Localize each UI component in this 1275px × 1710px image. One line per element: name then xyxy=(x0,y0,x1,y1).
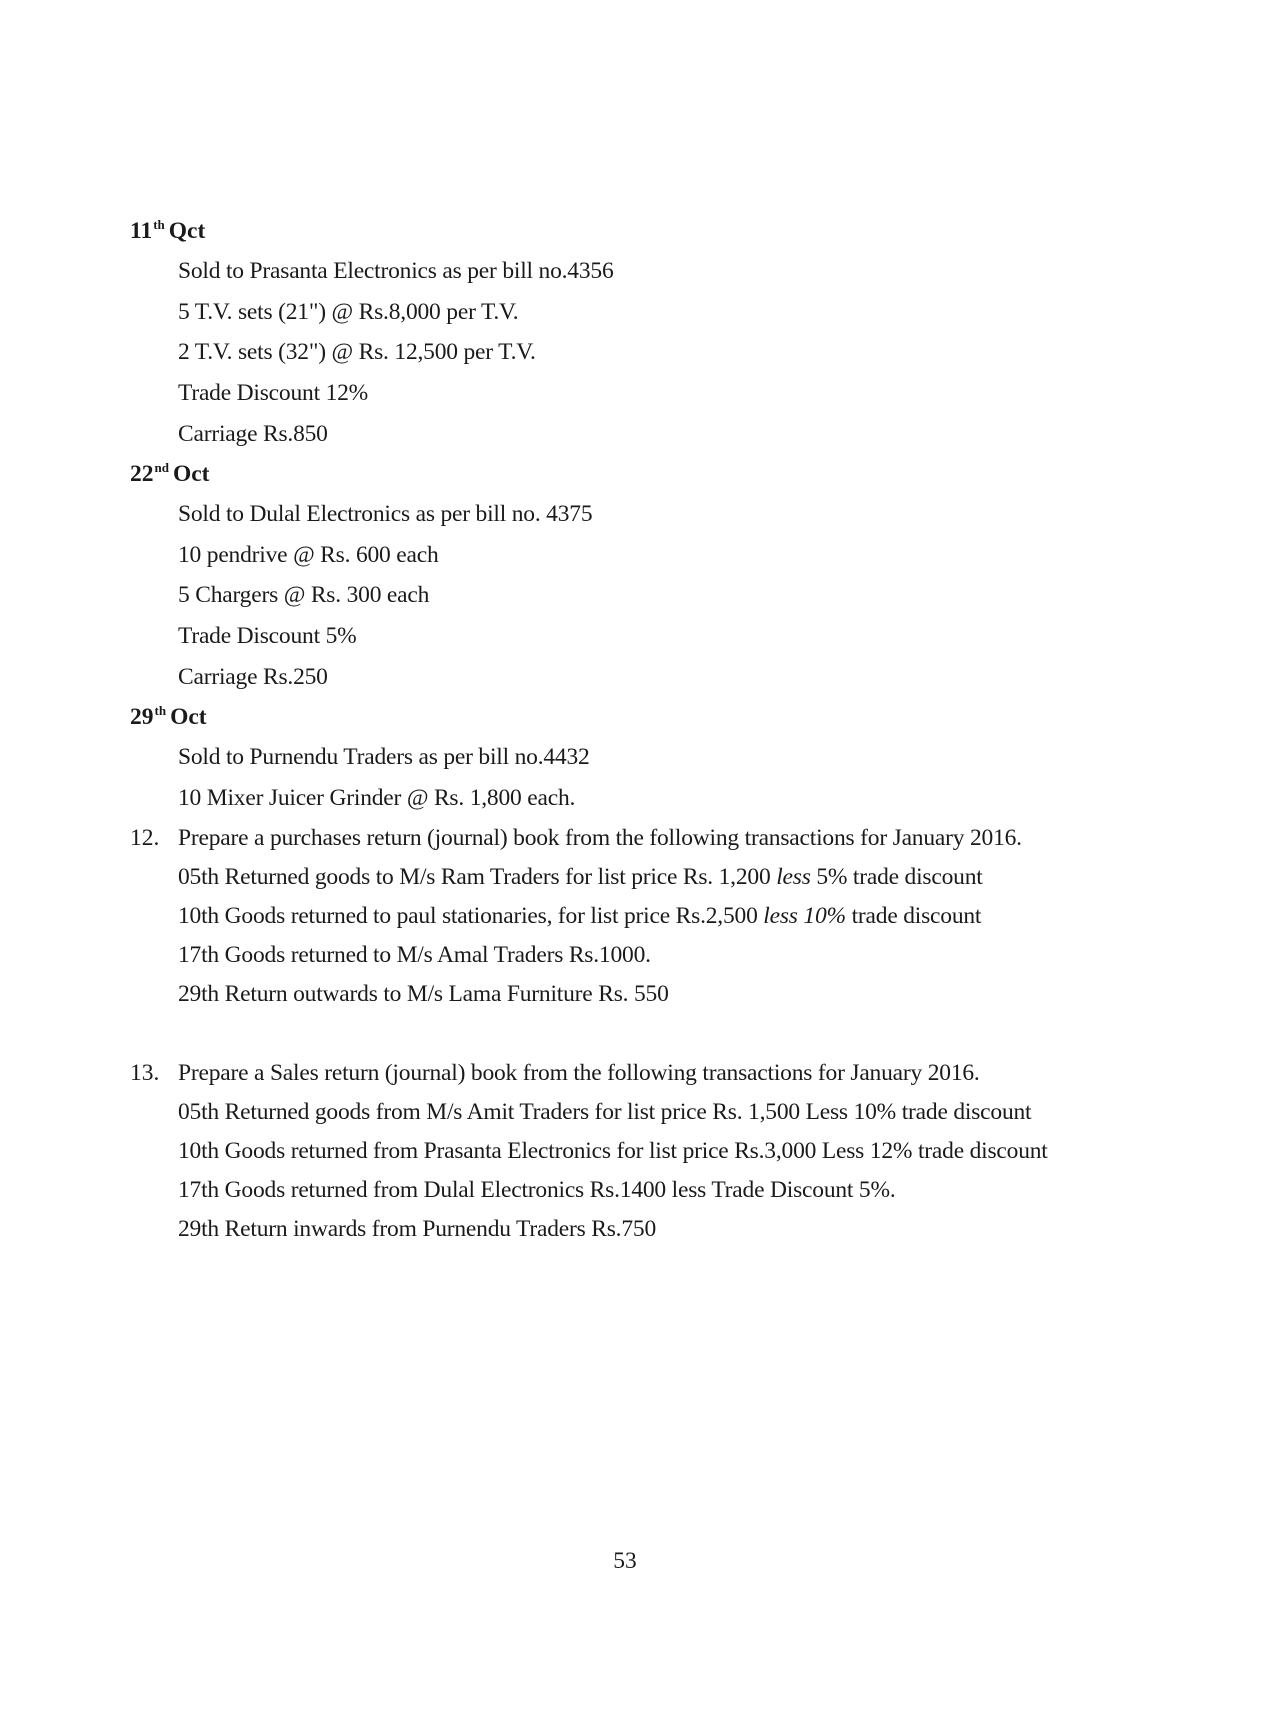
question-13-line: 10th Goods returned from Prasanta Electronics for list price Rs.3,000 Less 12% trade discount xyxy=(178,1138,1048,1164)
italic-less: less xyxy=(776,864,811,890)
transaction-line: Sold to Prasanta Electronics as per bill no.4356 xyxy=(178,258,614,284)
question-number-12: 12. xyxy=(130,825,160,851)
question-12-line-2: 10th Goods returned to paul stationaries, for list price Rs.2,500 less 10% trade discount xyxy=(178,903,982,929)
question-12-line-4: 29th Return outwards to M/s Lama Furniture Rs. 550 xyxy=(178,981,669,1007)
transaction-line: 10 Mixer Juicer Grinder @ Rs. 1,800 each. xyxy=(178,785,576,811)
date-heading-22-oct: 22nd Oct xyxy=(130,460,210,487)
question-13-line: 29th Return inwards from Purnendu Traders Rs.750 xyxy=(178,1216,657,1242)
date-heading-11-oct: 11th Qct xyxy=(130,217,206,244)
question-13-prompt: Prepare a Sales return (journal) book from the following transactions for January 2016. xyxy=(178,1060,980,1086)
question-12-line-1: 05th Returned goods to M/s Ram Traders for list price Rs. 1,200 less 5% trade discount xyxy=(178,864,983,890)
transaction-line: Sold to Dulal Electronics as per bill no. 4375 xyxy=(178,501,593,527)
question-number-13: 13. xyxy=(130,1060,160,1086)
date-heading-29-oct: 29th Oct xyxy=(130,703,207,730)
page-number: 53 xyxy=(613,1548,637,1574)
transaction-line: Sold to Purnendu Traders as per bill no.4432 xyxy=(178,744,590,770)
transaction-line: Trade Discount 5% xyxy=(178,623,357,649)
transaction-line: 5 Chargers @ Rs. 300 each xyxy=(178,582,430,608)
transaction-line: Carriage Rs.850 xyxy=(178,421,328,447)
transaction-line: 10 pendrive @ Rs. 600 each xyxy=(178,542,439,568)
transaction-line: Carriage Rs.250 xyxy=(178,664,328,690)
transaction-line: Trade Discount 12% xyxy=(178,380,369,406)
question-12-line-3: 17th Goods returned to M/s Amal Traders Rs.1000. xyxy=(178,942,651,968)
question-13-line: 05th Returned goods from M/s Amit Traders for list price Rs. 1,500 Less 10% trade discount xyxy=(178,1099,1032,1125)
question-12-prompt: Prepare a purchases return (journal) book from the following transactions for January 2016. xyxy=(178,825,1022,851)
italic-less-10: less 10% xyxy=(763,903,846,929)
transaction-line: 2 T.V. sets (32") @ Rs. 12,500 per T.V. xyxy=(178,339,536,365)
transaction-line: 5 T.V. sets (21") @ Rs.8,000 per T.V. xyxy=(178,299,519,325)
question-13-line: 17th Goods returned from Dulal Electronics Rs.1400 less Trade Discount 5%. xyxy=(178,1177,896,1203)
